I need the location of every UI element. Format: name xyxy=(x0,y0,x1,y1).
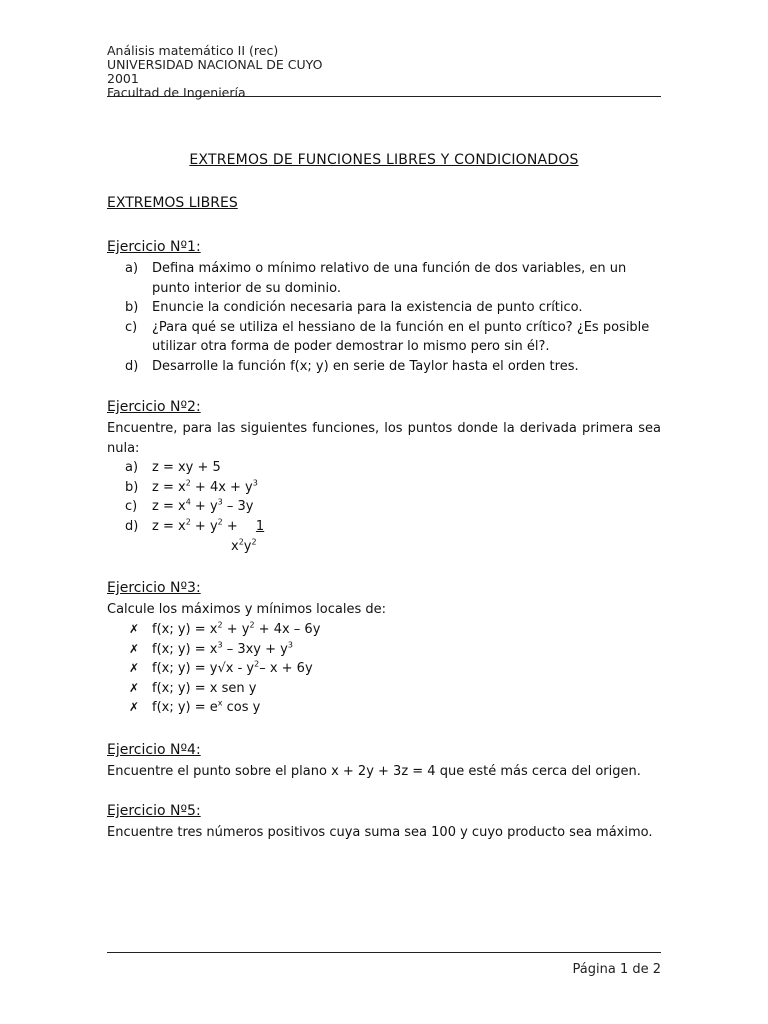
formula-d: $z = x^2 + y^2 + 1$ xyxy=(152,519,264,534)
exercise-5-text: Encuentre tres números positivos cuya suma sea 100 y cuyo producto sea máximo. xyxy=(107,825,653,840)
formula-a: z = xy + 5 xyxy=(152,460,221,475)
document-title: EXTREMOS DE FUNCIONES LIBRES Y CONDICIONADOS xyxy=(189,152,579,168)
section-heading: EXTREMOS LIBRES xyxy=(107,195,238,211)
bullet-icon: ✗ xyxy=(129,641,140,656)
header-course: Análisis matemático II (rec) xyxy=(107,43,279,58)
exercise-4-title: Ejercicio Nº4: xyxy=(107,742,201,758)
page-number: Página 1 de 2 xyxy=(572,962,661,977)
list-item xyxy=(107,318,661,357)
function-4: f(x; y) = x sen y xyxy=(152,680,257,696)
list-item xyxy=(107,659,661,679)
item-label: c) xyxy=(125,499,138,514)
item-label: d) xyxy=(125,518,139,534)
exercise-2-title: Ejercicio Nº2: xyxy=(107,399,201,415)
exercise-4-text: Encuentre el punto sobre el plano x + 2y + 3z = 4 que esté más cerca del origen. xyxy=(107,764,641,779)
list-item xyxy=(107,357,661,377)
list-item xyxy=(107,620,661,640)
list-item xyxy=(107,478,661,498)
function-3: f(x; $y) = y√x - y^2-$ x + 6y xyxy=(152,659,313,676)
item-label: c) xyxy=(125,319,138,335)
item-label: a) xyxy=(125,261,139,276)
formula-b: $z = x^2 + 4x + y^3$ xyxy=(152,478,258,495)
exercise-2-intro: Encuentre, para las siguientes funciones, los puntos donde la derivada primera sea nula: xyxy=(107,421,661,456)
function-5: f(x; $y) = e^x$ cos y xyxy=(152,698,261,715)
function-2: f(x; $y) = x^3 - 3xy + y^3$ xyxy=(152,640,293,657)
list-item xyxy=(107,458,661,478)
header-faculty: Facultad de Ingeniería xyxy=(107,85,246,100)
list-item xyxy=(107,517,661,537)
item-text: Desarrolle la función f(x; y) en serie de Taylor hasta el orden tres. xyxy=(152,358,579,374)
header-year: 2001 xyxy=(107,71,139,86)
exercise-5-title: Ejercicio Nº5: xyxy=(107,803,201,819)
list-item xyxy=(107,679,661,699)
bullet-icon: ✗ xyxy=(129,622,140,636)
exercise-3-intro: Calcule los máximos y mínimos locales de: xyxy=(107,602,387,617)
header-university: UNIVERSIDAD NACIONAL DE CUYO xyxy=(107,57,323,72)
formula-c: $z = x^4 + y^3 - 3y$ xyxy=(152,497,254,514)
exercise-2-list xyxy=(107,458,661,536)
fraction-numerator: 1 xyxy=(255,518,265,534)
list-item xyxy=(107,298,661,318)
bullet-icon: ✗ xyxy=(129,680,140,695)
item-label: a) xyxy=(125,460,139,475)
footer-divider xyxy=(107,952,661,953)
list-item xyxy=(107,259,661,298)
item-label: b) xyxy=(125,479,139,495)
exercise-1-title: Ejercicio Nº1: xyxy=(107,239,201,255)
page-header xyxy=(107,44,661,100)
exercise-1-list xyxy=(107,259,661,376)
item-text: Defina máximo o mínimo relativo de una función de dos variables, en un punto interior de su dominio. xyxy=(152,261,627,296)
list-item xyxy=(107,497,661,517)
item-label: b) xyxy=(125,300,139,315)
item-text: ¿Para qué se utiliza el hessiano de la función en el punto crítico? ¿Es posible utilizar otra forma de poder demostrar lo mismo pero sin él?. xyxy=(152,319,650,354)
exercise-3-title: Ejercicio Nº3: xyxy=(107,580,201,596)
list-item xyxy=(107,698,661,718)
list-item xyxy=(107,640,661,660)
exercise-3-list xyxy=(107,620,661,718)
bullet-icon: ✗ xyxy=(129,661,140,675)
function-1: f(x; $y) = x^2 + y^2 + 4x - 6y$ xyxy=(152,620,321,637)
item-text: Enuncie la condición necesaria para la existencia de punto crítico. xyxy=(152,300,583,315)
item-label: d) xyxy=(125,358,139,374)
fraction-denominator: $x^2y^2$ xyxy=(231,537,257,554)
bullet-icon: ✗ xyxy=(129,700,140,714)
header-divider xyxy=(107,96,661,97)
